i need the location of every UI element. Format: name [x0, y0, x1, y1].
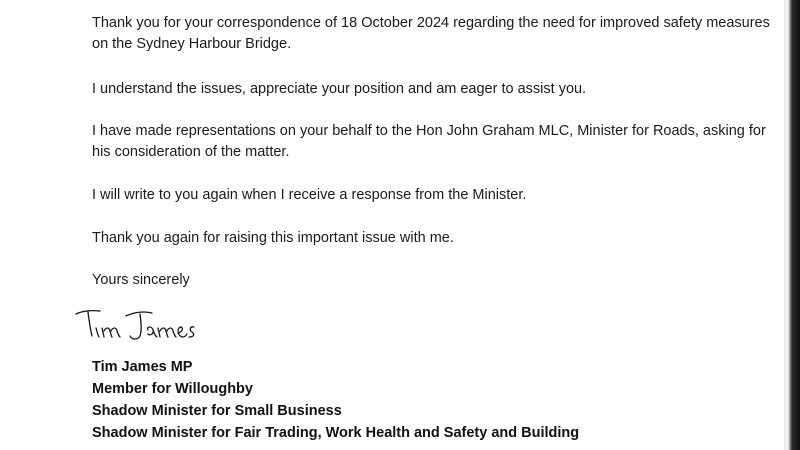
paragraph-thanks: Thank you again for raising this important issue with me.: [92, 230, 454, 246]
signatory-role-fair-trading: Shadow Minister for Fair Trading, Work Health and Safety and Building: [92, 425, 580, 441]
signature-block: [92, 356, 579, 444]
signatory-role-member: Member for Willoughby: [92, 381, 253, 397]
signatory-name: Tim James MP: [92, 359, 193, 375]
paragraph-understanding: I understand the issues, appreciate your position and am eager to assist you.: [92, 81, 587, 97]
handwritten-signature: [74, 306, 204, 344]
paragraph-follow-up: I will write to you again when I receive a response from the Minister.: [92, 187, 527, 203]
closing-salutation: Yours sincerely: [92, 272, 190, 288]
page-edge-shadow: [784, 0, 800, 450]
paragraph-correspondence: Thank you for your correspondence of 18 October 2024 regarding the need for improved safety measures on the Sydney Harbour Bridge.: [92, 15, 770, 52]
paragraph-representations: I have made representations on your behalf to the Hon John Graham MLC, Minister for Roads, asking for his consideration of the matter.: [92, 123, 766, 160]
signatory-role-small-business: Shadow Minister for Small Business: [92, 403, 342, 419]
